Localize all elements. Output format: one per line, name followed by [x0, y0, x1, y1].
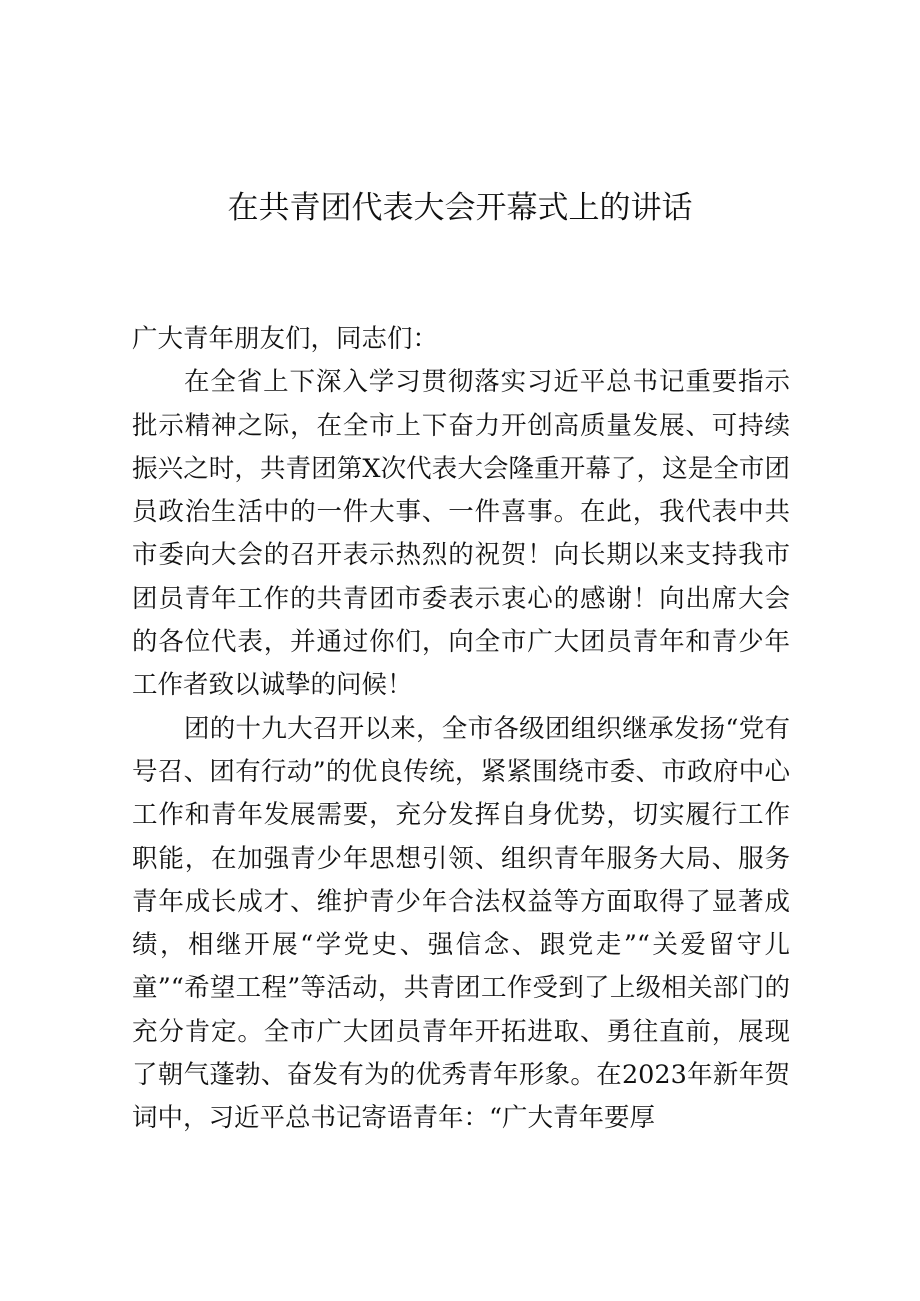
document-body: [132, 318, 790, 1141]
paragraph-achievements: 团的十九大召开以来，全市各级团组织继承发扬“党有号召、团有行动”的优良传统，紧紧围绕市委、市政府中心工作和青年发展需要，充分发挥自身优势，切实履行工作职能，在加强青少年思想引领、组织青年服务大局、服务青年成长成才、维护青少年合法权益等方面取得了显著成绩，相继开展“学党史、强信念、跟党走”“关爱留守儿童”“希望工程”等活动，共青团工作受到了上级相关部门的充分肯定。全市广大团员青年开拓进取、勇往直前，展现了朝气蓬勃、奋发有为的优秀青年形象。在2023年新年贺词中，习近平总书记寄语青年：“广大青年要厚: [132, 713, 790, 1134]
paragraph-greeting: 在全省上下深入学习贯彻落实习近平总书记重要指示批示精神之际，在全市上下奋力开创高质量发展、可持续振兴之时，共青团第X次代表大会隆重开幕了，这是全市团员政治生活中的一件大事、一件喜事。在此，我代表中共市委向大会的召开表示热烈的祝贺！向长期以来支持我市团员青年工作的共青团市委表示衷心的感谢！向出席大会的各位代表，并通过你们，向全市广大团员青年和青少年工作者致以诚挚的问候！: [132, 367, 790, 701]
document-title: 在共青团代表大会开幕式上的讲话: [227, 190, 693, 226]
salutation: 广大青年朋友们，同志们：: [132, 324, 439, 354]
